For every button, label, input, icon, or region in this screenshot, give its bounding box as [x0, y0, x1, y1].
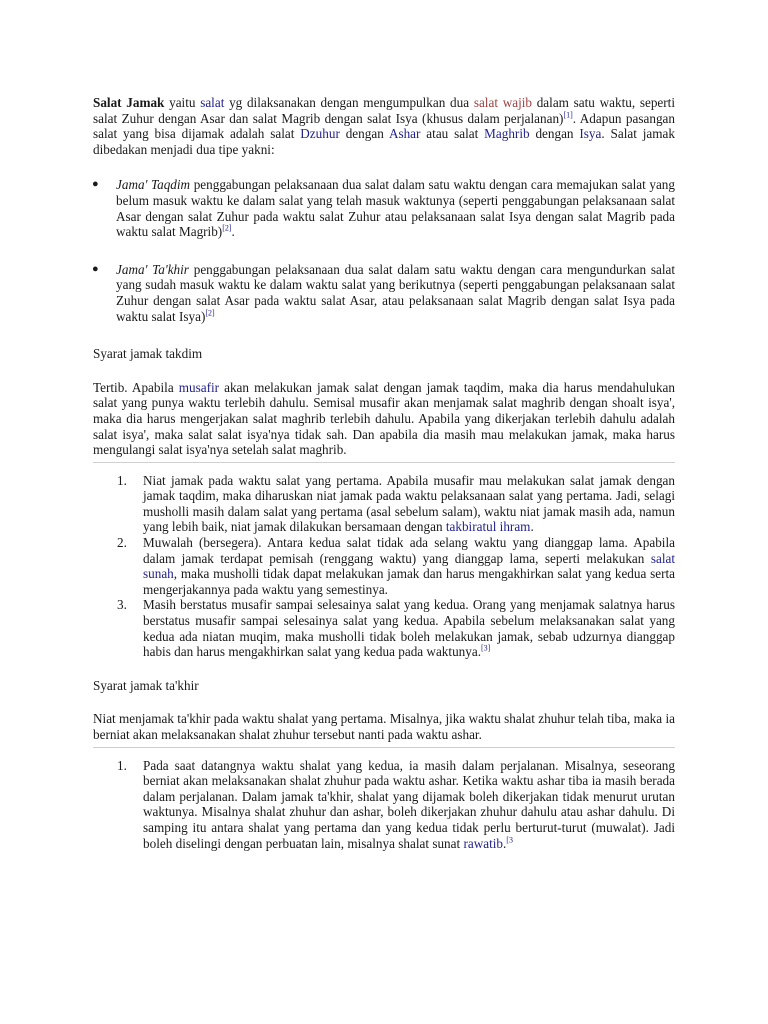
- heading-syarat-takdim: Syarat jamak takdim: [93, 346, 203, 362]
- type-name: Jama' Taqdim: [116, 177, 191, 193]
- link-maghrib[interactable]: Maghrib: [484, 126, 530, 142]
- takhir-paragraph: Niat menjamak ta'khir pada waktu shalat yang pertama. Misalnya, jika waktu shalat zhuhur telah tiba, maka ia berniat akan melaksanakan shalat zhuhur tersebut nanti pada waktu ashar.: [93, 711, 675, 742]
- link-isya[interactable]: Isya: [579, 126, 602, 142]
- heading-syarat-takhir: Syarat jamak ta'khir: [93, 677, 199, 693]
- takdim-conditions-list: [93, 473, 675, 660]
- takdim-paragraph: Tertib. Apabila musafir akan melakukan jamak salat dengan jamak taqdim, maka dia harus mendahulukan salat yang punya waktu terlebih dahulu. Semisal musafir akan menjamak salat maghrib dengan shoalt isya', maka dia harus mengerjakan salat maghrib terlebih dahulu. Apabila yang dikerjakan terlebih dahulu adalah salat isya', maka salat salat isya'nya tidak sah. Dan apabila dia masih mau melakukan jamak, maka harus mengulangi salat isya'nya setelah salat maghrib.: [93, 379, 675, 458]
- list-item: ● Jama' Ta'khir penggabungan pelaksanaan dua salat dalam satu waktu dengan cara mengundurkan salat yang sudah masuk waktu ke dalam waktu salat yang berikutnya (seperti penggabungan pelaksanaan salat Zuhur dengan salat Asar pada waktu salat Asar, atau pelaksanaan salat Magrib dengan salat Isya pada waktu salat Isya)[2]: [92, 261, 676, 324]
- footnote-ref-2[interactable]: [2]: [222, 223, 232, 233]
- takhir-conditions-list: [93, 758, 675, 852]
- type-name: Jama' Ta'khir: [116, 261, 189, 277]
- list-item: ● Jama' Taqdim penggabungan pelaksanaan dua salat dalam satu waktu dengan cara memajukan salat yang belum masuk waktu ke dalam salat yang telah masuk waktunya (seperti penggabungan pelaksanaan salat Asar dengan salat Zuhur pada waktu salat Zuhur atau pelaksanaan salat Isya dengan salat Magrib pada waktu salat Magrib)[2].: [92, 177, 675, 240]
- bullet-icon: ●: [92, 262, 99, 275]
- list-item: 1. Niat jamak pada waktu salat yang pertama. Apabila musafir mau melakukan salat jamak dengan jamak taqdim, maka diharuskan niat jamak pada waktu pelaksanaan salat yang pertama. Jadi, selagi musholli masih dalam salat yang pertama (asal sebelum salam), waktu niat jamak masih ada, namun yang lebih baik, niat jamak dilakukan bersamaan dengan takbiratul ihram.: [117, 472, 675, 535]
- link-rawatib[interactable]: rawatib: [463, 835, 503, 851]
- footnote-ref-3[interactable]: [3]: [481, 643, 491, 653]
- link-ashar[interactable]: Ashar: [388, 126, 421, 142]
- link-takbiratul-ihram[interactable]: takbiratul ihram: [445, 519, 531, 535]
- list-item: 2. Muwalah (bersegera). Antara kedua salat tidak ada selang waktu yang dianggap lama. Apabila dalam jamak terdapat pemisah (renggang waktu) yang dianggap lama, seperti melakukan salat sunah, maka musholli tidak dapat melakukan jamak dan harus mengakhirkan salat yang kedua serta mengerjakannya pada waktu yang semestinya.: [117, 535, 675, 597]
- intro-paragraph: Salat Jamak yaitu salat yg dilaksanakan dengan mengumpulkan dua salat wajib dalam satu waktu, seperti salat Zuhur dengan Asar dan salat Magrib dengan salat Isya (khusus dalam perjalanan)[1]. Adapun pasangan salat yang bisa dijamak adalah salat Dzuhur dengan Ashar atau salat Maghrib dengan Isya. Salat jamak dibedakan menjadi dua tipe yakni:: [93, 95, 675, 157]
- divider: [93, 747, 675, 748]
- link-salat-sunah[interactable]: salat sunah: [143, 550, 675, 582]
- bullet-icon: ●: [92, 178, 99, 191]
- footnote-ref-1[interactable]: [1]: [563, 110, 573, 120]
- footnote-ref-3[interactable]: [3: [506, 835, 513, 845]
- list-item: 3. Masih berstatus musafir sampai selesainya salat yang kedua. Orang yang menjamak salatnya harus berstatus musafir sampai selesainya salat yang kedua. Apabila sebelum melaksanakan salat yang kedua ada niatan muqim, maka musholli tidak boleh melakukan jamak, sebab udzurnya dianggap habis dan harus mengakhirkan salat yang kedua pada waktunya.[3]: [117, 597, 675, 660]
- link-salat[interactable]: salat: [200, 95, 225, 110]
- link-salat-wajib[interactable]: salat wajib: [473, 95, 532, 110]
- article-body: [93, 95, 675, 851]
- term-salat-jamak: Salat Jamak: [93, 95, 165, 110]
- link-dzuhur[interactable]: Dzuhur: [300, 126, 340, 142]
- list-item: 1. Pada saat datangnya waktu shalat yang kedua, ia masih dalam perjalanan. Misalnya, seseorang berniat akan melaksanakan shalat zhuhur pada waktu ashar. Ketika waktu ashar tiba ia masih berada dalam perjalanan. Dalam jamak ta'khir, shalat yang dijamak boleh dikerjakan tidak menurut urutan waktunya. Misalnya shalat zhuhur dan ashar, boleh dikerjakan zhuhur dahulu atau ashar dahulu. Di samping itu antara shalat yang pertama dan yang kedua tidak perlu berturut-turut (muwalat). Jadi boleh diselingi dengan perbuatan lain, misalnya shalat sunat rawatib.$^{[3}$: [117, 757, 675, 851]
- divider: [93, 462, 675, 463]
- link-musafir[interactable]: musafir: [178, 379, 220, 395]
- footnote-ref-2[interactable]: [2]: [205, 308, 215, 318]
- jamak-types-list: [93, 177, 675, 324]
